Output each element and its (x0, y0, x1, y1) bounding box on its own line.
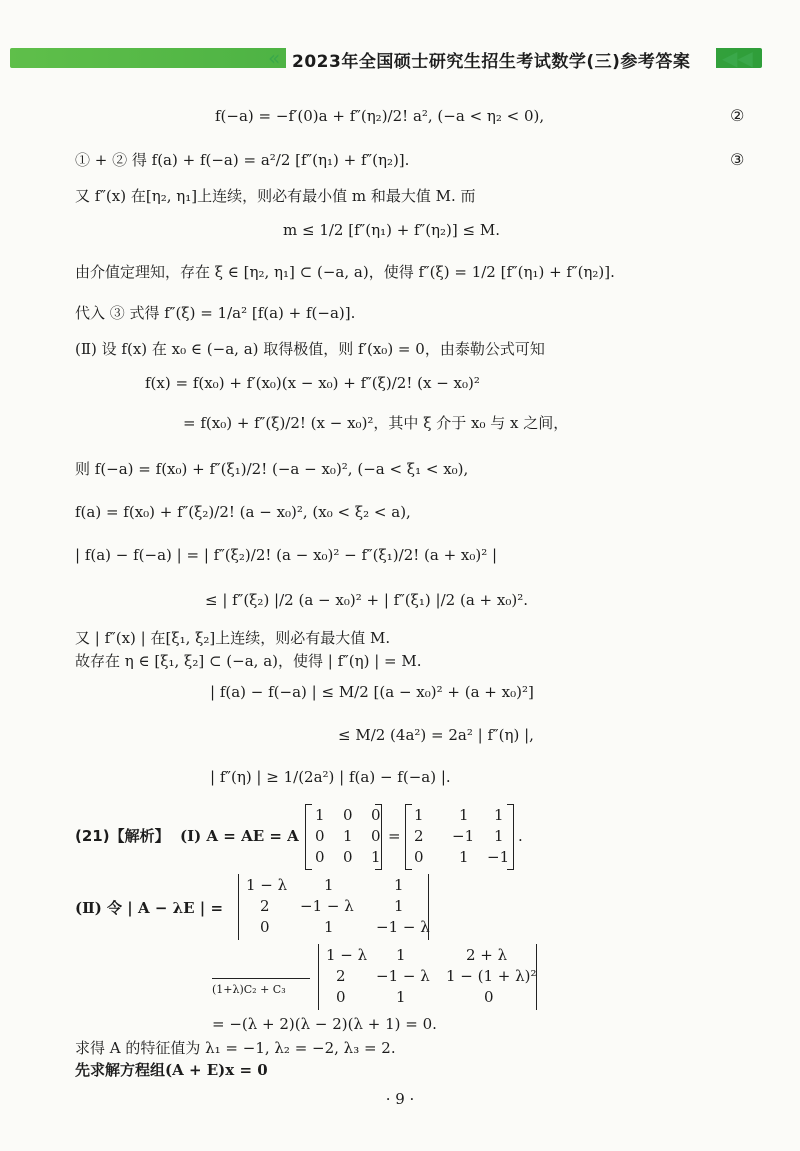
text-line-14: 又 | f″(x) | 在[ξ₁, ξ₂]上连续，则必有最大值 M. (75, 629, 391, 647)
text-line-22: 求得 A 的特征值为 λ₁ = −1, λ₂ = −2, λ₃ = 2. (75, 1039, 396, 1057)
eq-line-19: (Ⅰ) A = AE = A (180, 827, 299, 845)
eq-line-17: ≤ M/2 (4a²) = 2a² | f″(η) |, (338, 726, 534, 744)
eq-line-11: f(a) = f(x₀) + f″(ξ₂)/2! (a − x₀)², (x₀ < ξ₂ < a), (75, 503, 411, 521)
column-operation-label: (1+λ)C₂ + C₃ (212, 983, 286, 996)
page-header (0, 44, 800, 72)
eq-line-21: = −(λ + 2)(λ − 2)(λ + 1) = 0. (212, 1015, 437, 1033)
eq-line-20: (Ⅱ) 令 | A − λE | = (75, 899, 224, 917)
eq-line-13: ≤ | f″(ξ₂) |/2 (a − x₀)² + | f″(ξ₁) |/2 (a + x₀)². (205, 591, 528, 609)
chevron-left-icon: « (268, 46, 281, 70)
eq-line-18: | f″(η) | ≥ 1/(2a²) | f(a) − f(−a) |. (210, 768, 451, 786)
text-line-23: 先求解方程组(A + E)x = 0 (75, 1061, 268, 1079)
eq-line-16: | f(a) − f(−a) | ≤ M/2 [(a − x₀)² + (a + x₀)²] (210, 683, 534, 701)
eq-line-12: | f(a) − f(−a) | = | f″(ξ₂)/2! (a − x₀)² − f″(ξ₁)/2! (a + x₀)² | (75, 546, 498, 564)
text-line-3: 又 f″(x) 在[η₂, η₁]上连续，则必有最小值 m 和最大值 M. 而 (75, 187, 476, 205)
eq-line-10: 则 f(−a) = f(x₀) + f″(ξ₁)/2! (−a − x₀)², (−a < ξ₁ < x₀), (75, 460, 469, 478)
text-line-6: 代入 ③ 式得 f″(ξ) = 1/a² [f(a) + f(−a)]. (75, 304, 356, 322)
eq-line-4: m ≤ 1/2 [f″(η₁) + f″(η₂)] ≤ M. (283, 221, 500, 239)
eq-line-9: = f(x₀) + f″(ξ)/2! (x − x₀)²，其中 ξ 介于 x₀ 与 x 之间， (183, 414, 569, 432)
header-title: 2023年全国硕士研究生招生考试数学(三)参考答案 (292, 52, 691, 72)
text-line-15: 故存在 η ∈ [ξ₁, ξ₂] ⊂ (−a, a)，使得 | f″(η) | = M. (75, 652, 422, 670)
arrow-left-icon: ◀◀ (722, 46, 753, 70)
page-number: · 9 · (385, 1090, 415, 1108)
equation-number-3: ③ (730, 150, 745, 169)
eq-line-2: ① + ② 得 f(a) + f(−a) = a²/2 [f″(η₁) + f″(η₂)]. (75, 151, 410, 169)
text-line-5: 由介值定理知，存在 ξ ∈ [η₂, η₁] ⊂ (−a, a)，使得 f″(ξ) = 1/2 [f″(η₁) + f″(η₂)]. (75, 263, 615, 281)
section-label-21: (21)【解析】 (75, 827, 170, 845)
eq-line-8: f(x) = f(x₀) + f′(x₀)(x − x₀) + f″(ξ)/2! (x − x₀)² (145, 374, 480, 392)
text-line-7: (Ⅱ) 设 f(x) 在 x₀ ∈ (−a, a) 取得极值，则 f′(x₀) = 0，由泰勒公式可知 (75, 340, 545, 358)
equation-number-2: ② (730, 106, 745, 125)
eq-line-1: f(−a) = −f′(0)a + f″(η₂)/2! a², (−a < η₂ < 0), (215, 107, 545, 125)
